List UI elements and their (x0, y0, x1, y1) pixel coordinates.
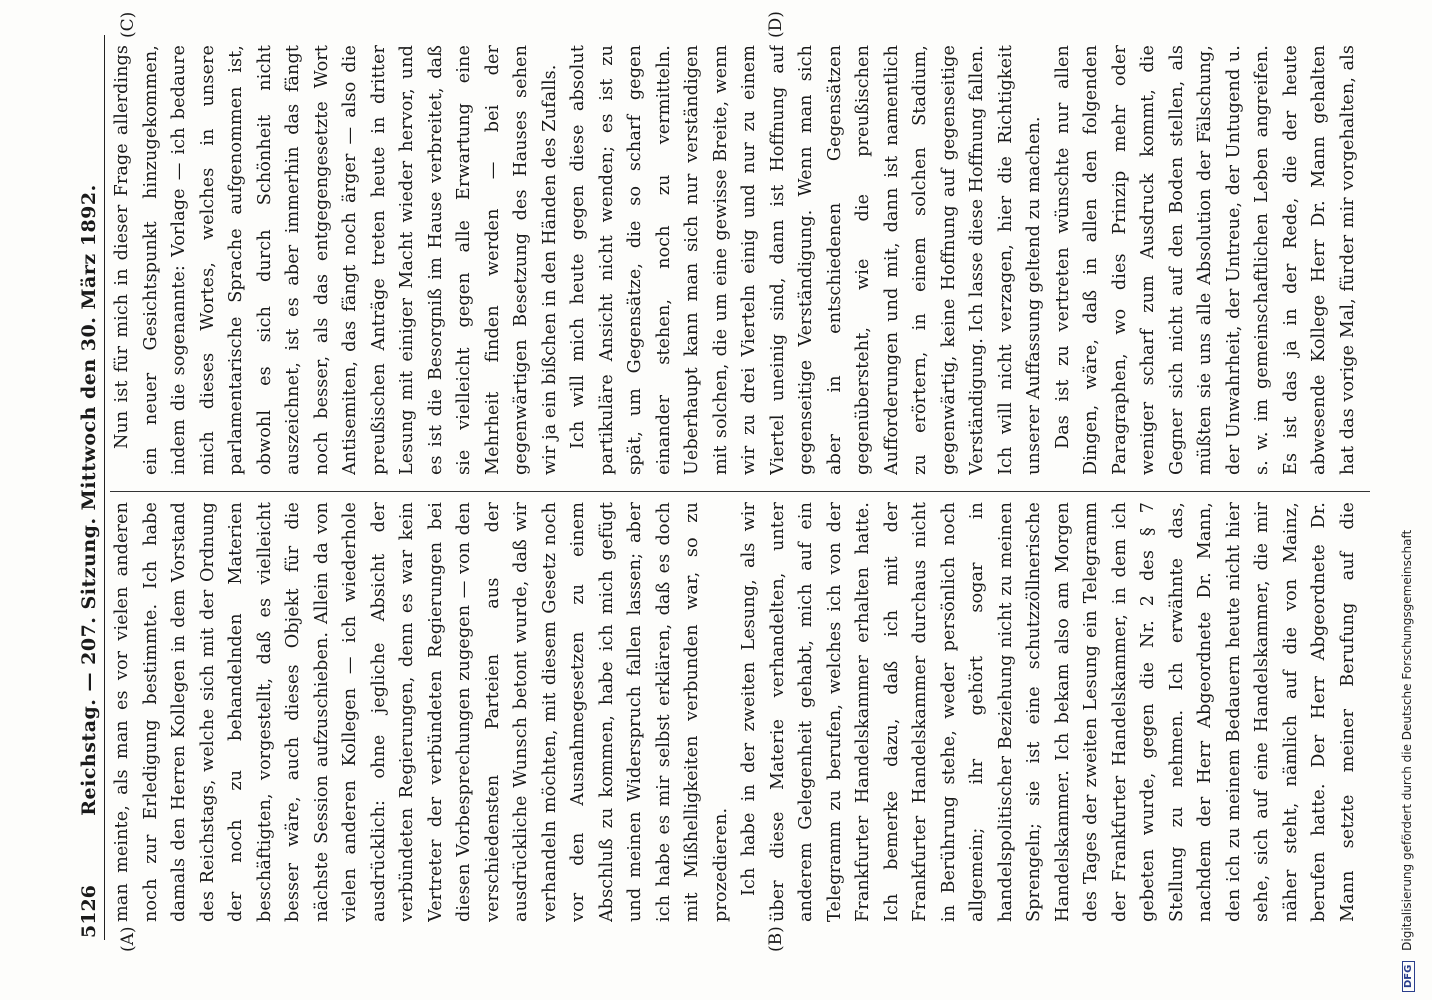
right-paragraph-1: Nun ist für mich in dieser Frage allerdings ein neuer Gesichtspunkt hinzugekommen, indem die sogenannte: Vorlage — ich bedaure mich dieses Wortes, welches in unsere parlamentarische Sprache aufgenommen ist, obwohl es sich durch Schönheit nicht auszeichnet, ist es aber immerhin das fängt noch besser, als das entgegengesetzte Wort Antisemiten, das fängt noch ärger — also die preußischen Anträge treten heute in dritter Lesung mit einiger Macht wieder hervor, und es ist die Besorgniß im Hause verbreitet, daß sie vielleicht gegen alle Erwartung eine Mehrheit finden werden — bei der gegenwärtigen Besetzung des Hauses sehen wir ja ein bißchen in den Händen des Zufalls. (112, 45, 560, 475)
header-rule (104, 35, 105, 940)
margin-marker-a: (A) (118, 926, 138, 952)
margin-marker-d: (D) (766, 11, 786, 38)
right-paragraph-3: Das ist zu vertreten wünschte nur allen Dingen, wäre, daß in allen den folgenden Paragraphen, wo dies Prinzip mehr oder weniger scharf zum Ausdruck kommt, die Gegner sich nicht auf den Boden stellen, als müßten sie uns alle Absolution der Fälschung, der Unwahrheit, der Untreue, der Untugend u. s. w. im gemeinschaftlichen Leben angreifen. Es ist das ja in der Rede, die der heute abwesende Kollege Herr Dr. Mann gehalten hat das vorige Mal, fürder mir vorgehalten, als (1052, 45, 1358, 475)
dfg-logo: DFG (1402, 961, 1415, 992)
right-column (108, 45, 1363, 475)
page-number: 5126 (78, 885, 100, 938)
page-title: Reichstag. — 207. Sitzung. Mittwoch den 30. März 1892. (78, 184, 100, 816)
margin-marker-b: (B) (766, 926, 786, 952)
right-paragraph-2: Ich will mich heute gegen diese absolut partikuläre Ansicht nicht wenden; es ist zu spät, um Gegensätze, die so scharf gegen einander stehen, noch zu vermitteln. Ueberhaupt kann man sich nur verständigen mit solchen, die um eine gewisse Breite, wenn wir zu drei Vierteln einig und nur zu einem Viertel uneinig sind, dann ist Hoffnung auf gegenseitige Verständigung. Wenn man sich aber in entschiedenen Gegensätzen gegenübersteht, wie die preußischen Aufforderungen und mit, dann ist namentlich zu erörtern, in einem solchen Stadium, gegenwärtig, keine Hoffnung auf gegenseitige Verständigung. Ich lasse diese Hoffnung fallen. Ich will nicht verzagen, hier die Richtigkeit unserer Auffassung geltend zu machen. (568, 45, 1044, 475)
footer-text: Digitalisierung gefördert durch die Deutsche Forschungsgemeinschaft (1400, 529, 1414, 951)
column-divider (110, 491, 1370, 492)
digitization-footer (1400, 0, 1415, 1000)
left-paragraph-2: Ich habe in der zweiten Lesung, als wir über diese Materie verhandelten, unter anderem Gelegenheit gehabt, mich auf ein Telegramm zu berufen, welches ich von der Frankfurter Handelskammer erhalten hatte. Ich bemerke dazu, daß ich mit der Frankfurter Handelskammer durchaus nicht in Berührung stehe, weder persönlich noch allgemein; ihr gehört sogar in handelspolitischer Beziehung nicht zu meinen Sprengeln; sie ist eine schutzzöllnerische Handelskammer. Ich bekam also am Morgen des Tages der zweiten Lesung ein Telegramm der Frankfurter Handelskammer, in dem ich gebeten wurde, gegen die Nr. 2 des § 7 Stellung zu nehmen. Ich erwähnte das, nachdem der Herr Abgeordnete Dr. Mann, den ich zu meinem Bedauern heute nicht hier sehe, sich auf eine Handelskammer, die mir näher steht, nämlich auf die von Mainz, berufen hatte. Der Herr Abgeordnete Dr. Mann setzte meiner Berufung auf die (739, 502, 1358, 922)
margin-marker-c: (C) (118, 11, 138, 38)
left-paragraph-1: man meinte, als man es vor vielen anderen noch zur Erledigung bestimmte. Ich habe damals den Herren Kollegen in dem Vorstand des Reichstags, welche sich mit der Ordnung der noch zu behandelnden Materien beschäftigten, vorgestellt, daß es vielleicht besser wäre, auch dieses Objekt für die nächste Session aufzuschieben. Allein da von vielen anderen Kollegen — ich wiederhole ausdrücklich: ohne jegliche Absicht der verbündeten Regierungen, denn es war kein Vertreter der verbündeten Regierungen bei diesen Vorbesprechungen zugegen — von den verschiedensten Parteien aus der ausdrückliche Wunsch betont wurde, daß wir verhandeln möchten, mit diesem Gesetz noch vor den Ausnahmegesetzen zu einem Abschluß zu kommen, habe ich mich gefügt und meinen Widerspruch fallen lassen; aber ich habe es mir selbst erklären, daß es doch mit Mißhelligkeiten verbunden war, so zu prozedieren. (112, 502, 731, 922)
left-column (108, 502, 1363, 922)
